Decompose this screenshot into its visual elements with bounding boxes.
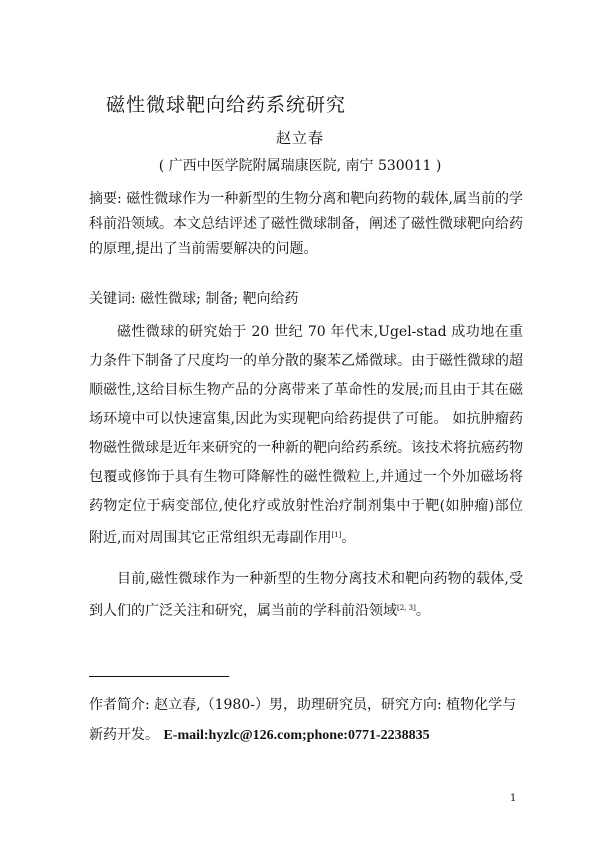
body-paragraph-1-text: 磁性微球的研究始于 20 世纪 70 年代末,Ugel-stad 成功地在重力条件下制备了尺度均一的单分散的聚苯乙烯微球。由于磁性微球的超顺磁性,这给目标生物产品的分离带来了革命性的发展;而且由于其在磁场环境中可以快速富集,因此为实现靶向给药提供了可能。 如抗肿瘤药物磁性微球是近年来研究的一种新的靶向给药系统。该技术将抗癌药物包覆或修饰于具有生物可降解性的磁性微粒上,并通过一个外加磁场将药物定位于病变部位,使化疗或放射性治疗制剂集中于靶(如肿瘤)部位附近,而对周围其它正常组织无毒副作用: [89, 324, 523, 546]
author-footnote: [89, 690, 523, 751]
abstract: 摘要: 磁性微球作为一种新型的生物分离和靶向药物的载体,属当前的学科前沿领域。本文总结评述了磁性微球制备，阐述了磁性微球靶向给药的原理,提出了当前需要解决的问题。: [89, 191, 523, 257]
author-name: 赵立春: [275, 129, 324, 147]
paper-title: 磁性微球靶向给药系统研究: [106, 94, 347, 116]
body-paragraph-1: [89, 318, 523, 553]
body-paragraph-2-end: 。: [415, 603, 430, 619]
citation-1: [1]: [331, 531, 342, 539]
citation-2-3: [2, 3]: [397, 604, 416, 612]
body-paragraph-2-text: 目前,磁性微球作为一种新型的生物分离技术和靶向药物的载体,受到人们的广泛关注和研究，属当前的学科前沿领域: [89, 571, 523, 619]
body-paragraph-1-end: 。: [341, 530, 356, 546]
page-number: 1: [510, 793, 517, 804]
footnote-intro: 作者简介: 赵立春,（1980-）男，助理研究员，研究方向: 植物化学与新药开发。: [89, 697, 517, 743]
footnote-contact: E-mail:hyzlc@126.com;phone:0771-2238835: [163, 728, 430, 743]
author-affiliation: ( 广西中医学院附属瑞康医院, 南宁 530011 ): [158, 158, 442, 174]
footnote-divider: [89, 676, 229, 677]
keywords: 关键词: 磁性微球; 制备; 靶向给药: [89, 291, 299, 307]
body-paragraph-2: [89, 565, 523, 626]
